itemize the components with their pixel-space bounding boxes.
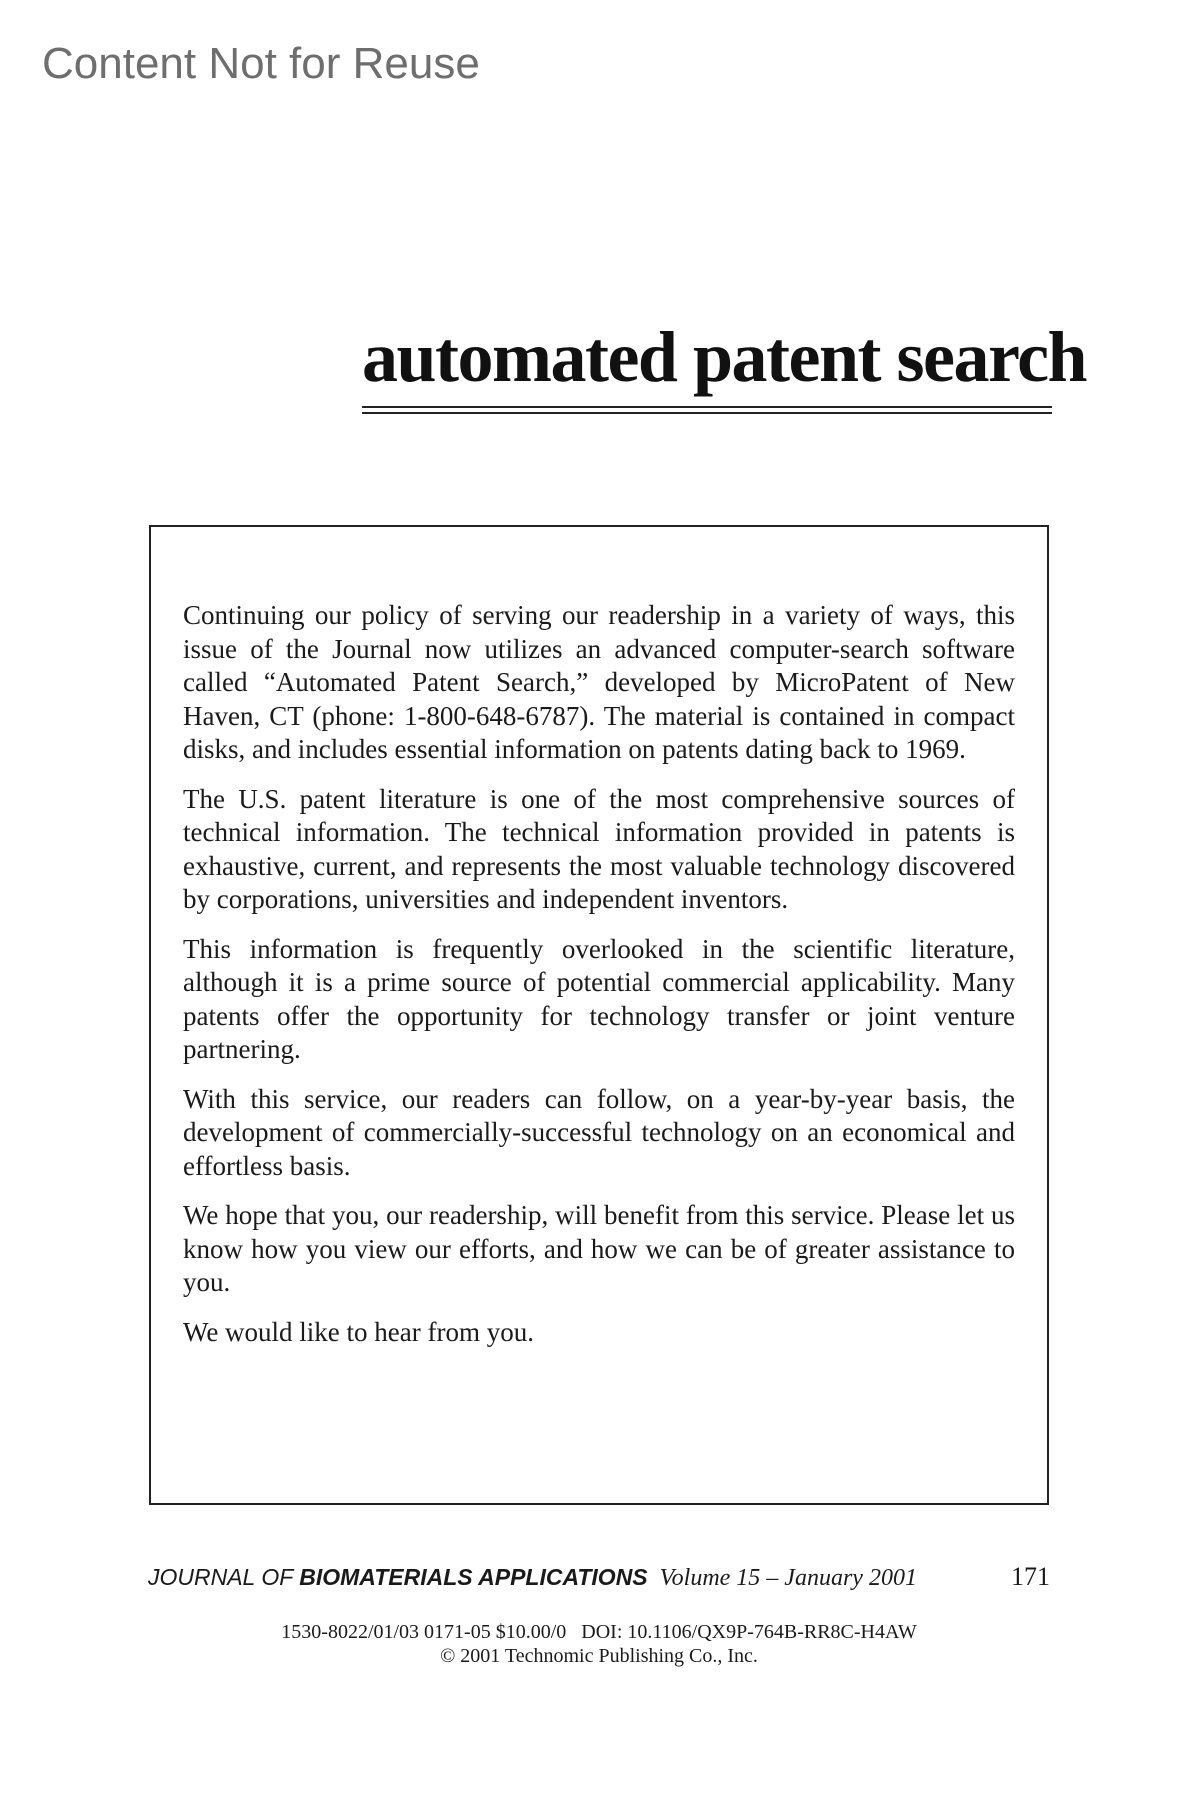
page-number: 171 bbox=[1011, 1562, 1050, 1591]
journal-title bbox=[148, 1564, 648, 1591]
article-title-block bbox=[362, 317, 1087, 414]
paragraph: We would like to hear from you. bbox=[183, 1316, 534, 1347]
copyright-line: © 2001 Technomic Publishing Co., Inc. bbox=[440, 1645, 758, 1667]
issn-doi-line: 1530-8022/01/03 0171-05 $10.00/0 DOI: 10.1106/QX9P-764B-RR8C-H4AW bbox=[281, 1621, 917, 1643]
title-rule-bottom bbox=[362, 412, 1052, 414]
journal-name: BIOMATERIALS APPLICATIONS bbox=[299, 1564, 648, 1590]
paragraph: The U.S. patent literature is one of the most comprehensive sources of technical information. The technical information provided in patents is exhaustive, current, and represents the most valuable technology discovered by corporations, universities and independent inventors. bbox=[183, 783, 1015, 914]
paragraph: This information is frequently overlooked in the scientific literature, although it is a prime source of potential commercial applicability. Many patents offer the opportunity for technology transfer or joint venture partnering. bbox=[183, 933, 1015, 1064]
journal-footer bbox=[148, 1562, 1050, 1592]
paragraph: We hope that you, our readership, will benefit from this service. Please let us know how you view our efforts, and how we can be of greater assistance to you. bbox=[183, 1200, 1015, 1297]
title-rule-top bbox=[362, 406, 1052, 408]
volume-info: Volume 15 – January 2001 bbox=[659, 1565, 917, 1591]
paragraph: Continuing our policy of serving our readership in a variety of ways, this issue of the Journal now utilizes an advanced computer-search software called “Automated Patent Search,” developed by MicroPatent of New Haven, CT (phone: 1-800-648-6787). The material is contained in compact disks, and includes essential information on patents dating back to 1969. bbox=[183, 600, 1015, 764]
imprint-block bbox=[148, 1620, 1050, 1668]
paragraph: With this service, our readers can follow, on a year-by-year basis, the development of commercially-successful technology on an economical and effortless basis. bbox=[183, 1083, 1015, 1181]
watermark-text: Content Not for Reuse bbox=[42, 39, 480, 88]
announcement-box bbox=[149, 525, 1049, 1505]
journal-prefix: JOURNAL OF bbox=[148, 1564, 300, 1590]
article-title: automated patent search bbox=[362, 317, 1087, 397]
